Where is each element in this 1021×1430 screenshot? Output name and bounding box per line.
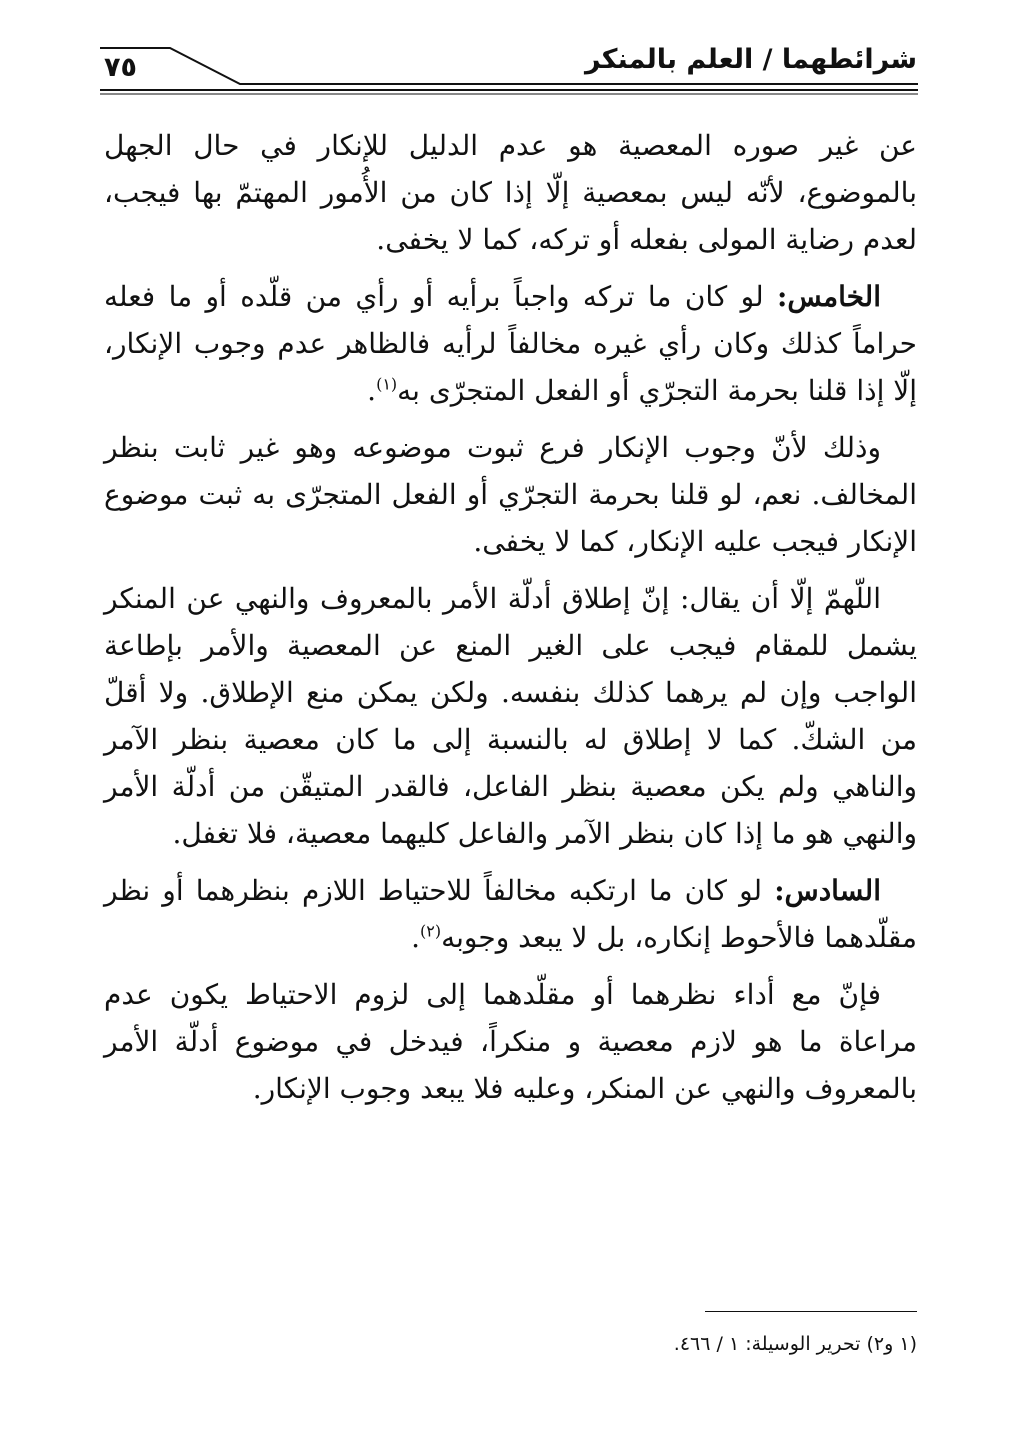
footnote: (١ و٢) تحرير الوسيلة: ١ / ٤٦٦. [673, 1333, 917, 1355]
paragraph-text: لو كان ما تركه واجباً برأيه أو رأي من قلّده أو ما فعله حراماً كذلك وكان رأي غيره مخالفاً لرأيه فالظاهر عدم وجوب الإنكار، إلّا إذا قلنا بحرمة التجرّي أو الفعل المتجرّى به [104, 280, 917, 407]
paragraph-6 [104, 971, 917, 1112]
paragraph-1 [104, 122, 917, 263]
paragraph-text: اللّهمّ إلّا أن يقال: إنّ إطلاق أدلّة الأمر بالمعروف والنهي عن المنكر يشمل للمقام فيجب على الغير المنع عن المعصية والأمر بإطاعة الواجب وإن لم يرهما كذلك بنفسه. ولكن يمكن منع الإطلاق. ولا أقلّ من الشكّ. كما لا إطلاق له بالنسبة إلى ما كان معصية بنظر الآمر والناهي ولم يكن معصية بنظر الفاعل، فالقدر المتيقّن من أدلّة الأمر والنهي هو ما إذا كان بنظر الآمر والفاعل كليهما معصية، فلا تغفل. [104, 582, 917, 850]
footnote-rule [705, 1311, 917, 1312]
paragraph-text: عن غير صوره المعصية هو عدم الدليل للإنكار في حال الجهل بالموضوع، لأنّه ليس بمعصية إلّا إذا كان من الأُمور المهتمّ بها فيجب، لعدم رضاية المولى بفعله أو تركه، كما لا يخفى. [104, 129, 917, 256]
paragraph-5 [104, 867, 917, 961]
paragraph-tail: . [367, 374, 377, 407]
paragraph-3 [104, 424, 917, 565]
page-number: ٧٥ [104, 52, 137, 83]
paragraph-text: لو كان ما ارتكبه مخالفاً للاحتياط اللازم بنظرهما أو نظر مقلّدهما فالأحوط إنكاره، بل لا يبعد وجوبه [104, 874, 917, 954]
running-title: شرائطهما / العلم بالمنكر [584, 44, 917, 75]
footnote-ref-2: (٢) [420, 921, 442, 941]
footnote-ref-1: (١) [376, 374, 398, 394]
paragraph-text: وذلك لأنّ وجوب الإنكار فرع ثبوت موضوعه وهو غير ثابت بنظر المخالف. نعم، لو قلنا بحرمة التجرّي أو الفعل المتجرّى به ثبت موضوع الإنكار فيجب عليه الإنكار، كما لا يخفى. [104, 431, 917, 558]
paragraph-2 [104, 273, 917, 414]
header-rule [100, 38, 920, 96]
body-text [104, 122, 917, 1112]
section-label-sixth: السادس: [774, 874, 881, 907]
section-label-fifth: الخامس: [777, 280, 881, 313]
paragraph-text: فإنّ مع أداء نظرهما أو مقلّدهما إلى لزوم الاحتياط يكون عدم مراعاة ما هو لازم معصية و منكراً، فيدخل في موضوع أدلّة الأمر بالمعروف والنهي عن المنكر، وعليه فلا يبعد وجوب الإنكار. [104, 978, 918, 1105]
paragraph-4 [104, 575, 917, 857]
paragraph-tail: . [411, 921, 421, 954]
